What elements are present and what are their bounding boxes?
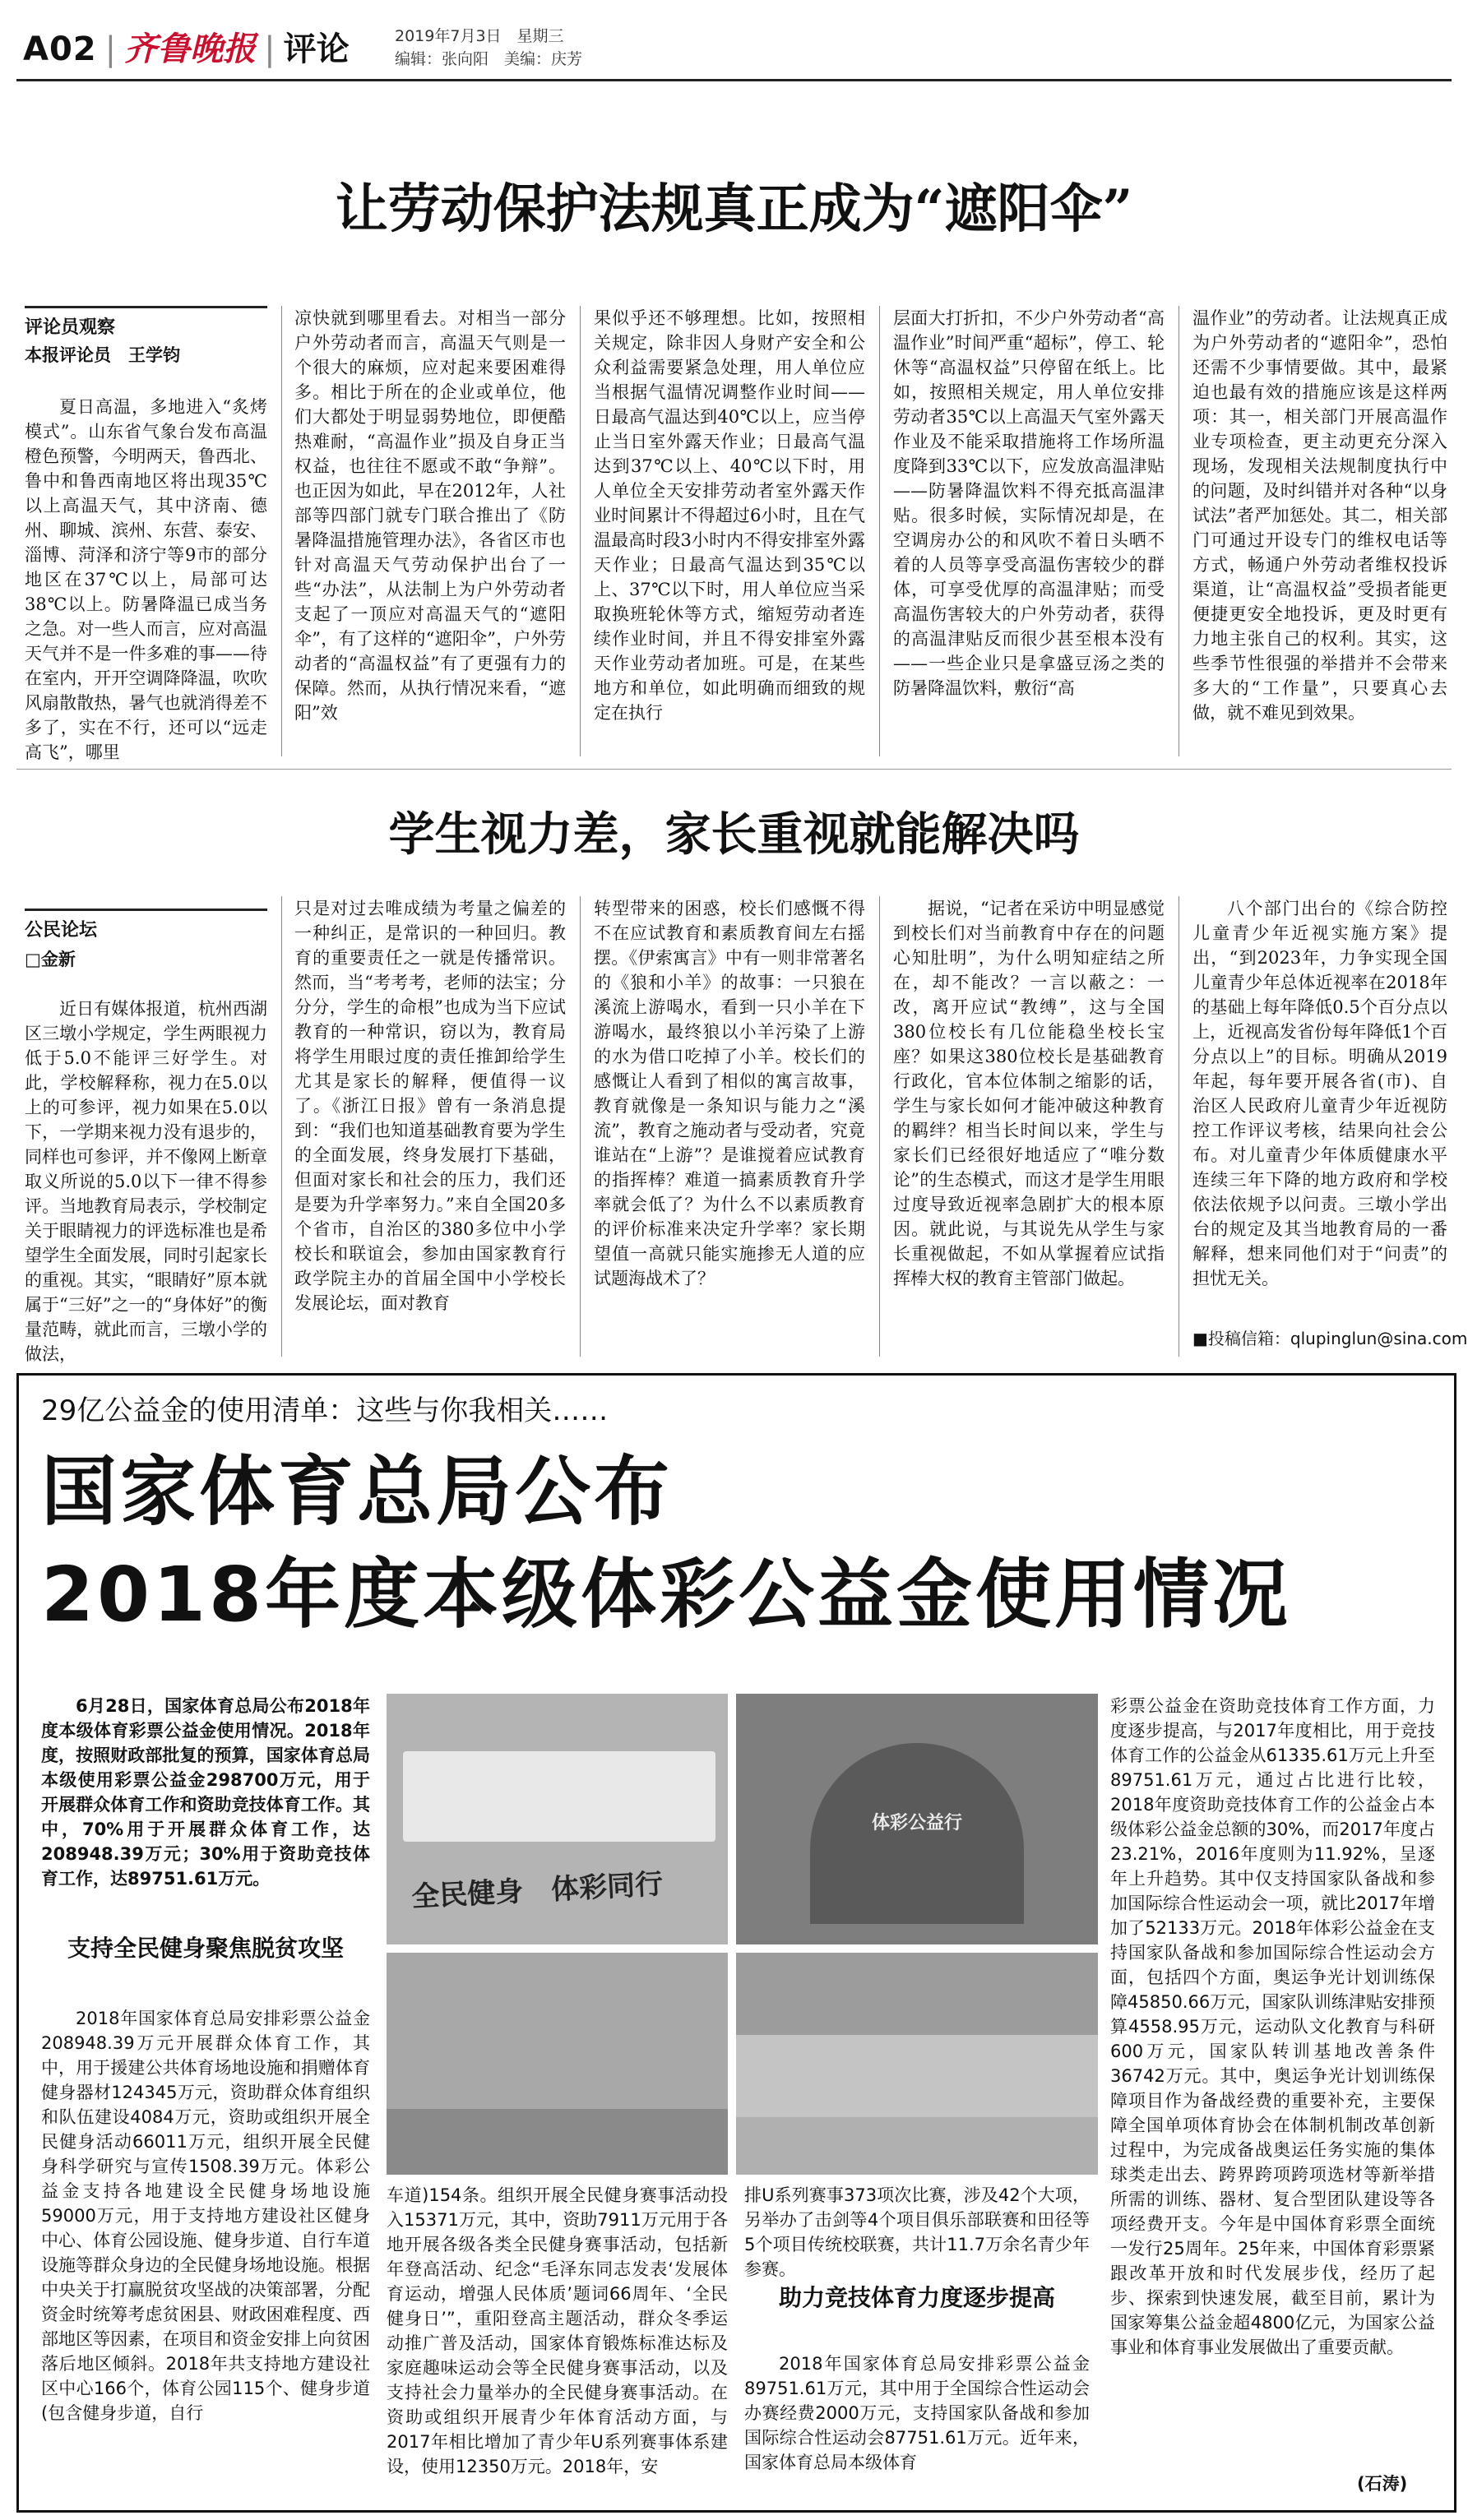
column-divider: [281, 306, 282, 756]
article3-body2: 车道)154条。组织开展全民健身赛事活动投入15371万元，其中，资助7911万元用于各地开展各级各类全民健身赛事活动，包括新年登高活动、纪念“毛泽东同志发表‘发展体育运动，增强人民体质’题词66周年、‘全民健身日’”，重阳登高主题活动，群众冬季运动推广普及活动，国家体育锻炼标准达标及家庭趣味运动会等全民健身赛事活动，以及支持社会力量举办的全民健身赛事活动。在资助或组织开展青少年体育活动方面，与2017年相比增加了青少年U系列赛事体系建设，使用12350万元。2018年，安: [387, 2185, 728, 2476]
article1-col4: 层面大打折扣，不少户外劳动者“高温作业”时间严重“超标”，停工、轮休等“高温权益”只停留在纸上。比如，按照相关规定，用人单位安排劳动者35℃以上高温天气室外露天作业及不能采取措施将工作场所温度降到33℃以下，应发放高温津贴——防暑降温饮料不得充抵高温津贴。很多时候，实际情况却是，在空调房办公的和风吹不着日头晒不着的人员等享受高温伤害较少的群体，可享受优厚的高温津贴；而受高温伤害较大的户外劳动者，获得的高温津贴反而很少甚至根本没有——一些企业只是拿盛豆汤之类的防暑降温饮料，敷衍“高: [893, 308, 1165, 698]
exercise-photo: [736, 1953, 1098, 2175]
section-name: 评论: [283, 30, 350, 68]
article3-title-line1: 国家体育总局公布: [41, 1448, 674, 1536]
article2-col2: 只是对过去唯成绩为考量之偏差的一种纠正，是常识的一种回归。教育的重要责任之一就是传播常识。然而，当“考考考，老师的法宝；分分分，学生的命根”也成为当下应试教育的一种常识，窃以为，教育局将学生用眼过度的责任推卸给学生尤其是家长的解释，便值得一议了。《浙江日报》曾有一条消息提到：“我们也知道基础教育要为学生的全面发展，终身发展打下基础，但面对家长和社会的压力，我们还是要为升学率努力。”来自全国20多个省市，自治区的380多位中小学校长和联谊会，参加由国家教育行政学院主办的首届全国中小学校长发展论坛，面对教育: [294, 899, 566, 1313]
article2-headline: 学生视力差，家长重视就能解决吗: [388, 807, 1080, 862]
byline: 本报评论员 王学钧: [25, 345, 180, 365]
article3-body3: 排U系列赛事373项次比赛，涉及42个大项，另举办了击剑等4个项目俱乐部联赛和田径等5个项目传统校联赛，共计11.7万余名青少年参赛。: [744, 2185, 1090, 2279]
newspaper-logo: 齐鲁晚报: [124, 30, 257, 68]
column-divider: [879, 896, 880, 1357]
masthead-rule: [16, 79, 1452, 81]
issue-date: 2019年7月3日 星期三: [395, 27, 564, 45]
article2-col5: 八个部门出台的《综合防控儿童青少年近视实施方案》提出，“到2023年，力争实现全国儿童青少年总体近视率在2018年的基础上每年降低0.5个百分点以上，近视高发省份每年降低1个百分点以上”的目标。明确从2019年起，每年要开展各省(市)、自治区人民政府儿童青少年近视防控工作评议考核，结果向社会公布。对儿童青少年体质健康水平连续三年下降的地方政府和学校依法依规予以问责。三墩小学出台的规定及其当地教育局的一番解释，想来同他们对于“问责”的担忧无关。: [1192, 899, 1447, 1288]
playground-photo: [387, 1953, 728, 2175]
article2-col1: 近日有媒体报道，杭州西湖区三墩小学规定，学生两眼视力低于5.0不能评三好学生。对此，学校解释称，视力在5.0以上的可参评，视力如果在5.0以下，一学期来视力没有退步的，同样也可参评，并不像网上断章取义所说的5.0以下一律不得参评。当地教育局表示，学校制定关于眼睛视力的评选标准也是希望学生全面发展，同时引起家长的重视。其实，“眼睛好”原本就属于“三好”之一的“身体好”的衡量范畴，就此而言，三墩小学的做法，: [25, 999, 267, 1364]
article1-col2: 凉快就到哪里看去。对相当一部分户外劳动者而言，高温天气则是一个很大的麻烦，应对起来要困难得多。相比于所在的企业或单位，他们大都处于明显弱势地位，即便酷热难耐，“高温作业”损及自身正当权益，也往往不愿或不敢“争辩”。也正因为如此，早在2012年，人社部等四部门就专门联合推出了《防暑降温措施管理办法》，各省区市也针对高温天气劳动保护出台了一些“办法”，从法制上为户外劳动者支起了一顶应对高温天气的“遮阳伞”，有了这样的“遮阳伞”，户外劳动者的“高温权益”有了更强有力的保障。然而，从执行情况来看，“遮阳”效: [294, 308, 566, 723]
byline: □金新: [25, 950, 76, 969]
article2-col3: 转型带来的困惑，校长们感慨不得不在应试教育和素质教育间左右摇摆。《伊索寓言》中有一则非常著名的《狼和小羊》的故事：一只狼在溪流上游喝水，看到一只小羊在下游喝水，最终狼以小羊污染了上游的水为借口吃掉了小羊。校长们的感慨让人看到了相似的寓言故事，教育就像是一条知识与能力之“溪流”，教育之施动者与受动者，究竟谁站在“上游”？是谁搅着应试教育的指挥棒？难道一搞素质教育升学率就会低了？为什么不以素质教育的评价标准来决定升学率？家长期望值一高就只能实施掺无人道的应试题海战术了？: [594, 899, 865, 1288]
article3-body1: 2018年国家体育总局安排彩票公益金208948.39万元开展群众体育工作，其中，用于援建公共体育场地设施和捐赠体育健身器材124345万元，资助群众体育组织和队伍建设4084万元，资助或组织开展全民健身活动66011万元，组织开展全民健身科学研究与宣传1508.39万元。体彩公益金支持各地建设全民健身场地设施59000万元，用于支持地方建设社区健身中心、体育公园设施、健身步道、自行车道设施等群众身边的全民健身场地设施。根据中央关于打赢脱贫攻坚战的决策部署，分配资金时统筹考虑贫困县、财政困难程度、西部地区等因素，在项目和资金安排上向贫困落后地区倾斜。2018年共支持地方建设社区中心166个，体育公园115个、健身步道(包含健身步道，自行: [41, 2009, 370, 2423]
arch-sign: 体彩公益行: [871, 1813, 962, 1833]
banner-text: 全民健身 体彩同行: [410, 1867, 665, 1914]
article3-title-line2: 2018年度本级体彩公益金使用情况: [41, 1551, 1292, 1639]
contact-email: ■投稿信箱：qlupinglun@sina.com: [1192, 1329, 1468, 1348]
article3-subhead2: 助力竞技体育力度逐步提高: [778, 2284, 1055, 2311]
article1-col3: 果似乎还不够理想。比如，按照相关规定，除非因人身财产安全和公众利益需要紧急处理，用人单位应当根据气温情况调整作业时间——日最高气温达到40℃以上，应当停止当日室外露天作业；日最高气温达到37℃以上、40℃以下时，用人单位全天安排劳动者室外露天作业时间累计不得超过6小时，且在气温最高时段3小时内不得安排室外露天作业；日最高气温达到35℃以上、37℃以下时，用人单位应当采取换班轮休等方式，缩短劳动者连续作业时间，并且不得安排室外露天作业劳动者加班。可是，在某些地方和单位，如此明确而细致的规定在执行: [594, 308, 865, 723]
playground-ground: [387, 2109, 728, 2175]
article3-author: (石涛): [1357, 2474, 1408, 2494]
banner-board: [403, 1751, 715, 1842]
article3-body4: 2018年国家体育总局安排彩票公益金89751.61万元，其中用于全国综合性运动会办赛经费2000万元，支持国家队备战和参加国际综合性运动会87751.61万元。近年来，国家体育总局本级体育: [744, 2354, 1090, 2472]
issue-meta: [395, 25, 582, 71]
article1-col1: 夏日高温，多地进入“炙烤模式”。山东省气象台发布高温橙色预警，今明两天，鲁西北、鲁中和鲁西南地区将出现35℃以上高温天气，其中济南、德州、聊城、滨州、东营、泰安、淄博、菏泽和济宁等9市的部分地区在37℃以上，局部可达38℃以上。防暑降温已成当务之急。对一些人而言，应对高温天气并不是一件多难的事——待在室内，开开空调降降温，吹吹风扇散散热，暑气也就消得差不多了，实在不行，还可以“远走高飞”，哪里: [25, 397, 267, 762]
exercise-ground: [736, 2117, 1098, 2175]
page-number: A02: [23, 30, 97, 68]
arch-photo: [736, 1694, 1098, 1944]
column-divider: [580, 896, 581, 1357]
exercise-trees: [736, 1953, 1098, 2035]
masthead: A02 | 齐鲁晚报 | 评论: [23, 30, 350, 68]
article3-body5: 彩票公益金在资助竞技体育工作方面，力度逐步提高，与2017年度相比，用于竞技体育工作的公益金从61335.61万元上升至89751.61万元，通过占比进行比较，2018年度资助竞技体育工作的公益金占本级体彩公益金总额的30%，而2017年度占23.21%，2016年度则为11.92%，呈逐年上升趋势。其中仅支持国家队备战和参加国际综合性运动会一项，就比2017年增加了52133万元。2018年体彩公益金在支持国家队备战和参加国际综合性运动会方面，包括四个方面，奥运争光计划训练保障45850.66万元，国家队训练津贴安排预算4558.95万元，运动队文化教育与科研600万元，国家队转训基地改善条件36742万元。其中，奥运争光计划训练保障项目作为备战经费的重要补充，主要保障全国单项体育协会在体制机制改革创新过程中，为完成备战奥运任务实施的集体球类走出去、跨界跨项跨项选材等新举措所需的训练、器材、复合型团队建设等各项经费开支。今年是中国体育彩票全面统一发行25周年。25年来，中国体育彩票紧跟改革开放和时代发展步伐，经历了起步、探索到快速发展，截至目前，累计为国家筹集公益金超4800亿元，为国家公益事业和体育事业发展做出了重要贡献。: [1110, 1696, 1435, 2357]
section-divider: [16, 769, 1452, 770]
article3-kicker: 29亿公益金的使用清单：这些与你我相关……: [41, 1394, 609, 1427]
column-divider: [879, 306, 880, 756]
article3-lead: 6月28日，国家体育总局公布2018年度本级体育彩票公益金使用情况。2018年度，按照财政部批复的预算，国家体育总局本级使用彩票公益金298700万元，用于开展群众体育工作和资助竞技体育工作。其中，70%用于开展群众体育工作，达208948.39万元；30%用于资助竞技体育工作，达89751.61万元。: [41, 1696, 370, 1889]
article2-col4: 据说，“记者在采访中明显感觉到校长们对当前教育中存在的问题心知肚明”，为什么明知症结之所在，却不能改？一言以蔽之：一改，离开应试“教缚”，这与全国380位校长有几位能稳坐校长宝座？如果这380位校长是基础教育行政化，官本位体制之缩影的话，学生与家长如何才能冲破这种教育的羁绊？相当长时间以来，学生与家长们已经很好地适应了“唯分数论”的生态模式，而这才是学生用眼过度导致近视率急剧扩大的根本原因。就此说，与其说先从学生与家长重视做起，不如从掌握着应试指挥棒大权的教育主管部门做起。: [893, 899, 1165, 1288]
column-divider: [580, 306, 581, 756]
article2-column-head: [25, 909, 267, 971]
article1-column-head: [25, 306, 267, 367]
column-divider: [281, 896, 282, 1357]
article1-col5: 温作业”的劳动者。让法规真正成为户外劳动者的“遮阳伞”，恐怕还需不少事情要做。其中，最紧迫也最有效的措施应该是这样两项：其一，相关部门开展高温作业专项检查，更主动更充分深入现场，发现相关法规制度执行中的问题，及时纠错并对各种“以身试法”者严加惩处。其二，相关部门可通过开设专门的维权电话等方式，畅通户外劳动者维权投诉渠道，让“高温权益”受损者能更便捷更安全地投诉，更及时更有力地主张自己的权利。其实，这些季节性很强的举措并不会带来多大的“工作量”，只要真心去做，就不难见到效果。: [1192, 308, 1447, 723]
column-tag: 公民论坛: [25, 909, 267, 941]
article1-headline: 让劳动保护法规真正成为“遮阳伞”: [335, 178, 1133, 240]
column-tag: 评论员观察: [25, 306, 267, 339]
issue-editors: 编辑：张向阳 美编：庆芳: [395, 50, 583, 68]
article3-subhead1: 支持全民健身聚焦脱贫攻坚: [67, 1935, 344, 1962]
banner-photo: [387, 1694, 728, 1944]
